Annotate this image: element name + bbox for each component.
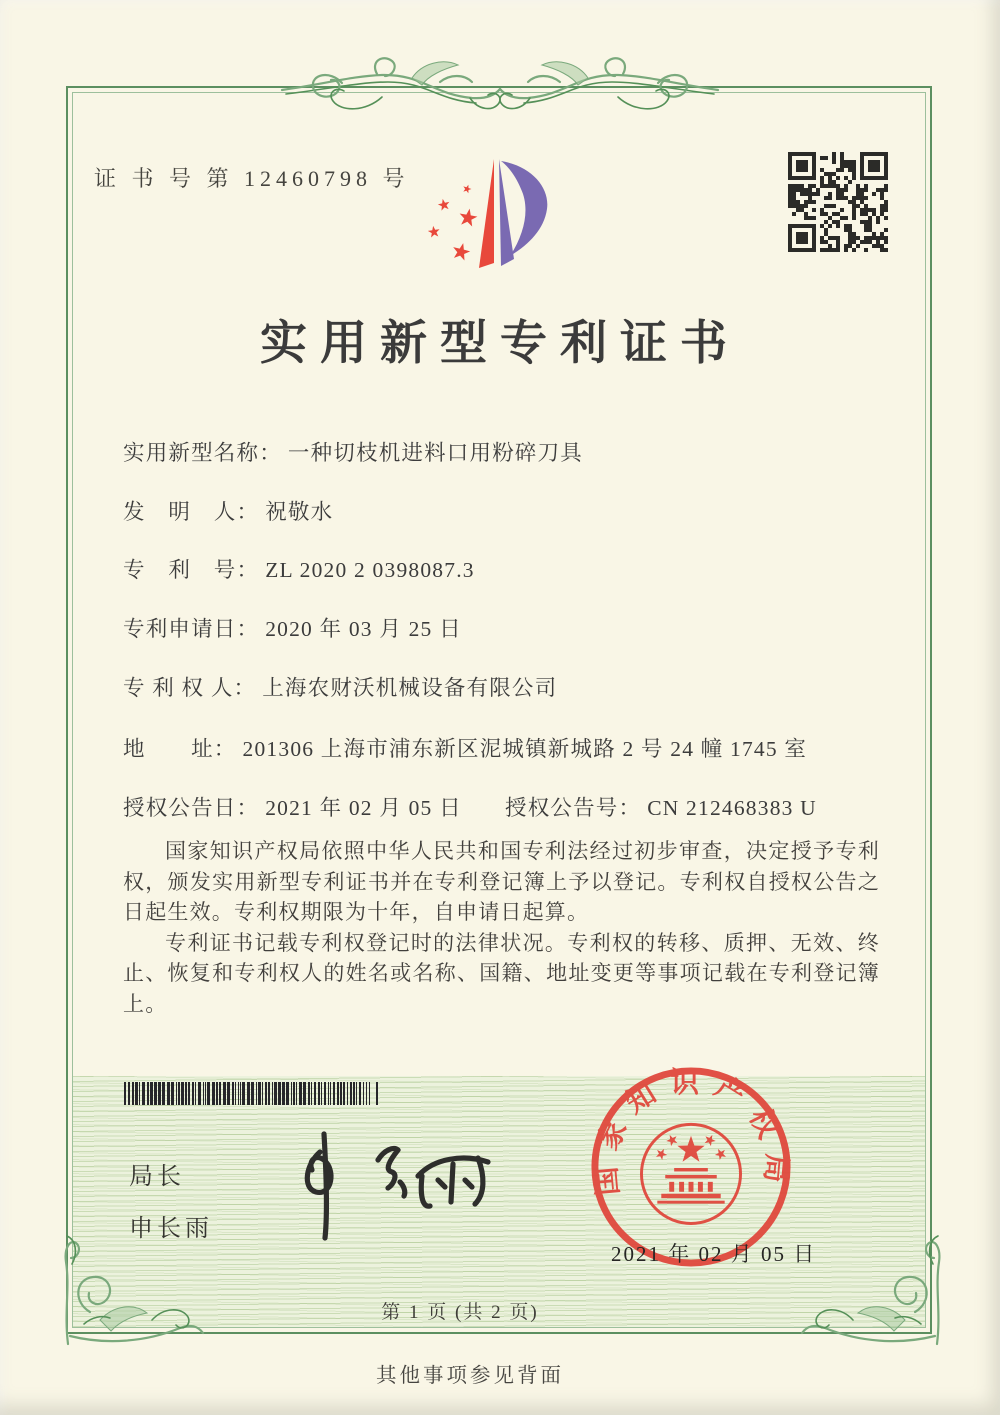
field-label: 实用新型名称：	[123, 441, 282, 465]
field-label: 专利申请日：	[123, 617, 260, 641]
cnipa-logo-icon	[428, 145, 568, 285]
field-patentee	[123, 671, 557, 702]
field-grant-number	[505, 791, 817, 822]
barcode	[124, 1082, 380, 1105]
field-inventor	[123, 495, 333, 526]
field-label: 专 利 权 人：	[123, 676, 257, 700]
certificate-number: 证 书 号 第 12460798 号	[94, 166, 410, 191]
qr-code	[788, 152, 888, 252]
paragraph-register-statement: 专利证书记载专利权登记时的法律状况。专利权的转移、质押、无效、终止、恢复和专利权人的姓名或名称、国籍、地址变更等事项记载在专利登记簿上。	[123, 930, 880, 1016]
paragraph-grant-statement: 国家知识产权局依照中华人民共和国专利法经过初步审查，决定授予专利权，颁发实用新型专利证书并在专利登记簿上予以登记。专利权自授权公告之日起生效。专利权期限为十年，自申请日起算。	[123, 839, 880, 924]
field-label: 授权公告日：	[123, 796, 260, 820]
field-label: 授权公告号：	[505, 796, 642, 820]
director-name: 申长雨	[129, 1216, 213, 1242]
field-label: 专 利 号：	[123, 558, 260, 582]
seal-text: 国家知识产权局	[589, 1066, 793, 1197]
field-value: 上海农财沃机械设备有限公司	[262, 676, 558, 700]
field-value: 一种切枝机进料口用粉碎刀具	[287, 441, 584, 465]
field-filing-date	[123, 612, 462, 643]
certificate-title: 实用新型专利证书	[260, 318, 740, 370]
field-grant-date	[123, 791, 462, 822]
legal-paragraphs	[123, 836, 880, 1019]
field-value: 祝敬水	[265, 500, 334, 524]
page-indicator: 第 1 页 (共 2 页)	[381, 1302, 539, 1323]
field-label: 地 址：	[123, 737, 237, 761]
field-utility-model-name	[123, 436, 583, 467]
field-value: 201306 上海市浦东新区泥城镇新城路 2 号 24 幢 1745 室	[242, 737, 808, 761]
field-value: 2021 年 02 月 05 日	[265, 796, 462, 820]
field-address	[123, 732, 807, 763]
director-title: 局长	[129, 1164, 185, 1190]
field-value: ZL 2020 2 0398087.3	[265, 558, 475, 582]
seal-date: 2021 年 02 月 05 日	[611, 1242, 817, 1266]
signature-icon	[272, 1128, 510, 1246]
field-value: 2020 年 03 月 25 日	[265, 617, 462, 641]
field-label: 发 明 人：	[123, 500, 260, 524]
back-note: 其他事项参见背面	[376, 1365, 564, 1387]
top-scroll-ornament-icon	[280, 52, 720, 126]
field-patent-number	[123, 553, 475, 584]
field-value: CN 212468383 U	[647, 796, 817, 820]
